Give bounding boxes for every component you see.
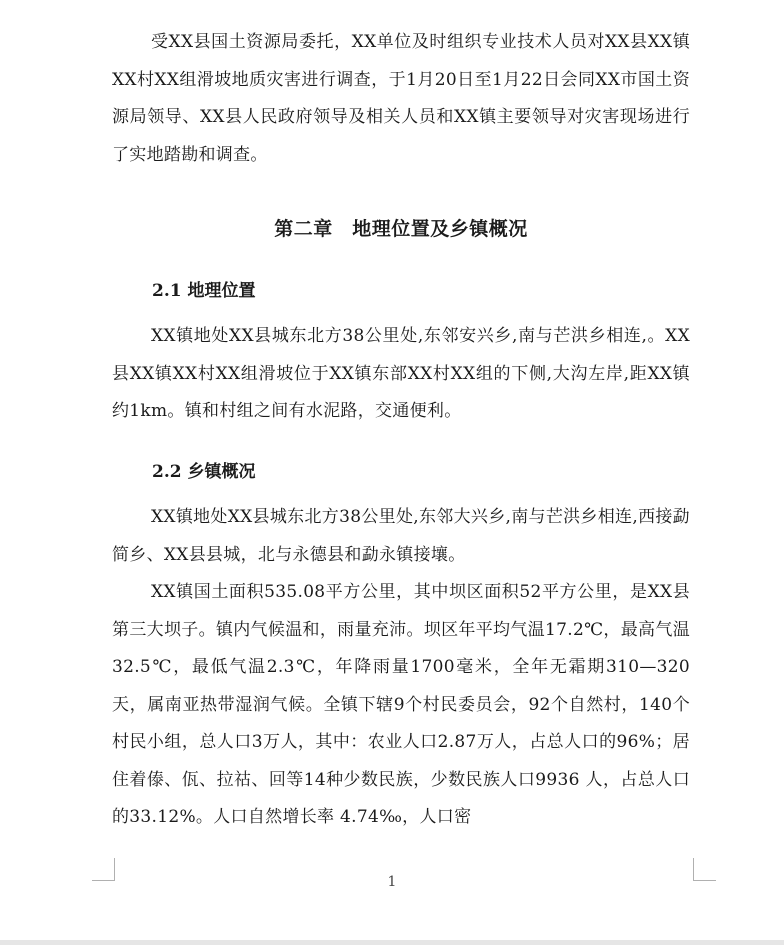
location-paragraph: XX镇地处XX县城东北方38公里处,东邻安兴乡,南与芒洪乡相连,。XX县XX镇XX村XX组滑坡位于XX镇东部XX村XX组的下侧,大沟左岸,距XX镇约1km。镇和村组之间有水泥路，交通便利。 (112, 326, 690, 421)
intro-block (112, 24, 690, 174)
section-title-overview: 2.2 乡镇概况 (152, 462, 256, 482)
overview-paragraph-1: XX镇地处XX县城东北方38公里处,东邻大兴乡,南与芒洪乡相连,西接勐简乡、XX县县城，北与永德县和勐永镇接壤。 (112, 507, 690, 565)
section-location-block (112, 318, 690, 431)
chapter-title: 第二章 地理位置及乡镇概况 (274, 218, 528, 240)
section-title-location: 2.1 地理位置 (152, 281, 256, 301)
intro-paragraph: 受XX县国土资源局委托，XX单位及时组织专业技术人员对XX县XX镇XX村XX组滑坡地质灾害进行调查，于1月20日至1月22日会同XX市国土资源局领导、XX县人民政府领导及相关人员和XX镇主要领导对灾害现场进行了实地踏勘和调查。 (112, 32, 690, 165)
overview-paragraph-2: XX镇国土面积535.08平方公里，其中坝区面积52平方公里，是XX县第三大坝子。镇内气候温和，雨量充沛。坝区年平均气温17.2℃，最高气温32.5℃，最低气温2.3℃，年降雨量1700毫米，全年无霜期310—320天，属南亚热带湿润气候。全镇下辖9个村民委员会，92个自然村，140个村民小组，总人口3万人，其中：农业人口2.87万人，占总人口的96%；居住着傣、佤、拉祜、回等14种少数民族，少数民族人口9936 人，占总人口的33.12%。人口自然增长率 4.74‰，人口密 (112, 582, 690, 827)
page-gap-strip (0, 940, 784, 945)
page-number: 1 (387, 874, 397, 890)
section-overview-block (112, 499, 690, 837)
